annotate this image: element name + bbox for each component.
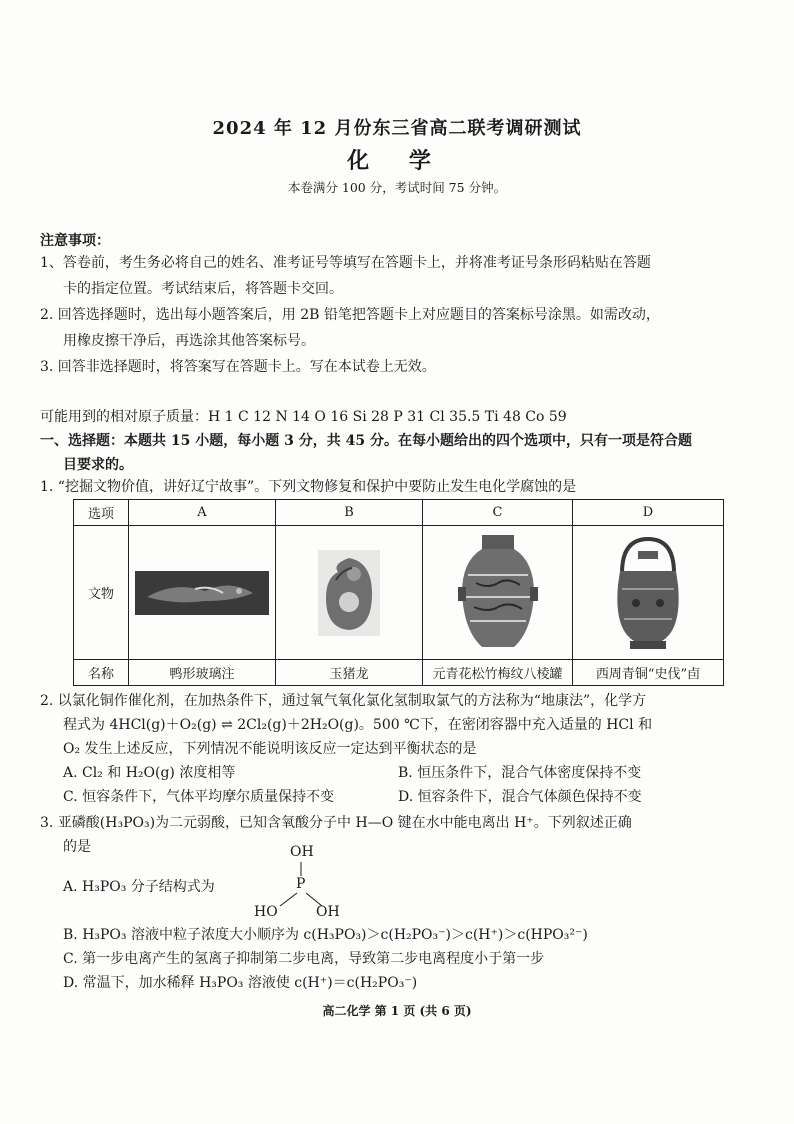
notice-line-2: 2. 回答选择题时，选出每小题答案后，用 2B 铅笔把答题卡上对应题目的答案标号涂黑。如需改动， (40, 307, 660, 323)
q3-option-c: C. 第一步电离产生的氢离子抑制第二步电离，导致第二步电离程度小于第一步 (63, 951, 545, 967)
artifact-image-d (573, 526, 723, 659)
struct-oh-right: OH (316, 904, 340, 920)
notice-line-2b: 用橡皮擦干净后，再选涂其他答案标号。 (63, 333, 315, 349)
notice-line-1: 1、答卷前，考生务必将自己的姓名、准考证号等填写在答题卡上，并将准考证号条形码粘贴在答题 (40, 255, 651, 271)
q2-line-1: 2. 以氯化铜作催化剂，在加热条件下，通过氧气氧化氯化氢制取氯气的方法称为“地康法”，化学方 (40, 693, 647, 709)
header-option-d: D (642, 505, 654, 520)
artifact-image-c (423, 526, 573, 659)
notice-heading: 注意事项： (40, 233, 110, 249)
table-header-row (74, 500, 723, 526)
q2-option-a: A. Cl₂ 和 H₂O(g) 浓度相等 (63, 765, 236, 781)
section1-line-1: 一、选择题：本题共 15 小题，每小题 3 分，共 45 分。在每小题给出的四个选项中，只有一项是符合题 (40, 433, 692, 449)
q2-option-c: C. 恒容条件下，气体平均摩尔质量保持不变 (63, 789, 335, 805)
struct-p-atom: P (296, 876, 306, 892)
atomic-masses: 可能用到的相对原子质量：H 1 C 12 N 14 O 16 Si 28 P 31 Cl 35.5 Ti 48 Co 59 (40, 409, 567, 425)
artifact-label-cell: 文物 (74, 526, 129, 659)
artifact-image-b (276, 526, 423, 659)
header-option-a: A (129, 500, 276, 525)
q3-option-d: D. 常温下，加水稀释 H₃PO₃ 溶液使 c(H⁺)＝c(H₂PO₃⁻) (63, 975, 418, 991)
section1-line-2: 目要求的。 (63, 457, 133, 473)
notice-line-1b: 卡的指定位置。考试结束后，将答题卡交回。 (63, 281, 343, 297)
duck-glass-vessel-image (135, 571, 269, 615)
bronze-you-vessel-image (608, 533, 688, 653)
name-cell-a: 鸭形玻璃注 (129, 660, 276, 685)
q2-line-2: 程式为 4HCl(g)＋O₂(g) ⇌ 2Cl₂(g)＋2H₂O(g)。500 ℃下，在密闭容器中充入适量的 HCl 和 (63, 717, 653, 733)
q2-option-b: B. 恒压条件下，混合气体密度保持不变 (398, 765, 642, 781)
header-option-c: C (423, 500, 573, 525)
table-name-row (74, 660, 723, 685)
q2-option-d: D. 恒容条件下，混合气体颜色保持不变 (398, 789, 642, 805)
q3-option-b: B. H₃PO₃ 溶液中粒子浓度大小顺序为 c(H₃PO₃)＞c(H₂PO₃⁻)＞c(H⁺)＞c(HPO₃²⁻) (63, 927, 588, 943)
q1-stem: 1. “挖掘文物价值，讲好辽宁故事”。下列文物修复和保护中要防止发生电化学腐蚀的是 (40, 479, 577, 495)
blue-white-jar-image (458, 531, 538, 655)
jade-pig-dragon-image (318, 550, 380, 636)
table-artifact-row (74, 526, 723, 660)
subject-title: 化 学 (347, 148, 447, 174)
q3-line-2: 的是 (63, 839, 91, 855)
name-cell-d: 西周青铜“史伐”卣 (595, 667, 701, 682)
struct-bonds (252, 844, 352, 924)
name-cell-c: 元青花松竹梅纹八棱罐 (423, 660, 573, 685)
name-label-cell: 名称 (74, 660, 129, 685)
artifact-image-a (129, 526, 276, 659)
header-option-b: B (276, 500, 423, 525)
q3-line-1: 3. 亚磷酸(H₃PO₃)为二元弱酸，已知含氧酸分子中 H—O 键在水中能电离出 H⁺。下列叙述正确 (40, 815, 632, 831)
q3-option-a: A. H₃PO₃ 分子结构式为 (63, 879, 215, 895)
notice-line-3: 3. 回答非选择题时，将答案写在答题卡上。写在本试卷上无效。 (40, 359, 436, 375)
struct-oh-top: OH (290, 844, 314, 860)
page-footer: 高二化学 第 1 页 (共 6 页) (322, 1004, 472, 1018)
struct-ho-left: HO (254, 904, 278, 920)
name-cell-b: 玉猪龙 (276, 660, 423, 685)
exam-title: 2024 年 12 月份东三省高二联考调研测试 (212, 118, 582, 139)
q1-artifact-table (73, 499, 724, 686)
h3po3-structure (252, 844, 352, 924)
score-note: 本卷满分 100 分，考试时间 75 分钟。 (287, 180, 507, 195)
header-label-cell: 选项 (74, 500, 129, 525)
q2-line-3: O₂ 发生上述反应，下列情况不能说明该反应一定达到平衡状态的是 (63, 741, 477, 757)
